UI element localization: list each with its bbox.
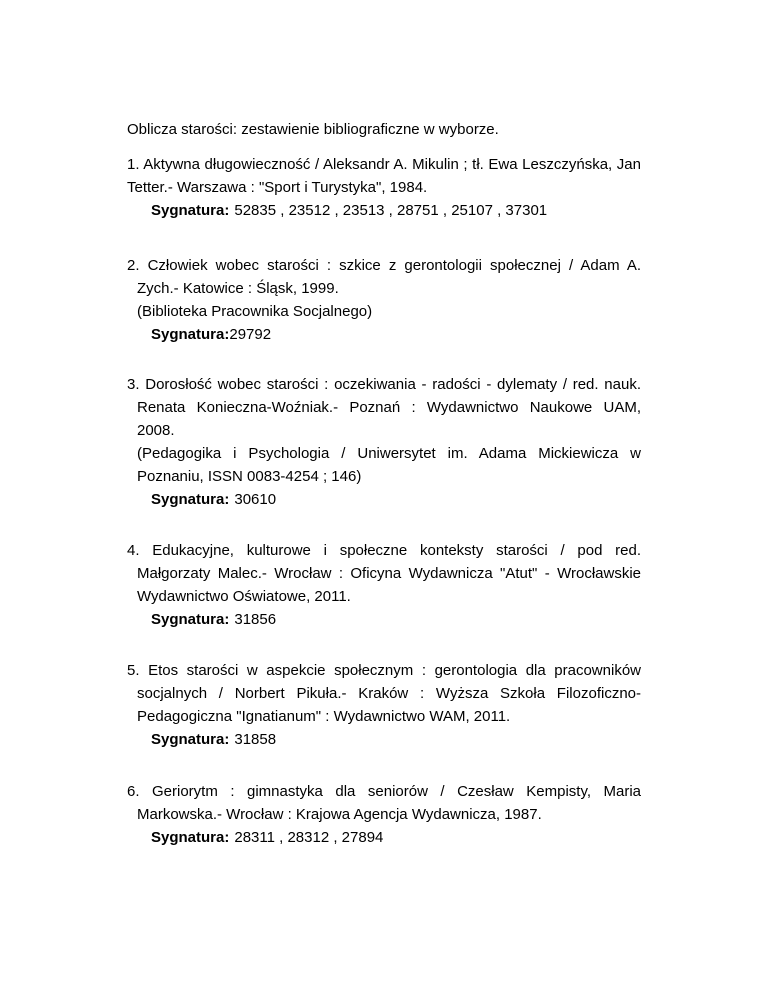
signature-line bbox=[127, 728, 641, 751]
entry-line: Zych.- Katowice : Śląsk, 1999. bbox=[137, 280, 339, 297]
entry-line: Wydawnictwo Oświatowe, 2011. bbox=[137, 588, 351, 605]
entry-line: 6. Geriorytm : gimnastyka dla seniorów / Czesław Kempisty, Maria bbox=[127, 783, 641, 800]
document-title: Oblicza starości: zestawienie bibliograficzne w wyborze. bbox=[127, 121, 499, 138]
entry-line: 2. Człowiek wobec starości : szkice z gerontologii społecznej / Adam A. bbox=[127, 257, 641, 274]
bibliography-entry-1 bbox=[127, 153, 641, 222]
signature-line bbox=[127, 826, 641, 849]
signature-value: 31858 bbox=[234, 731, 277, 748]
entry-line: Pedagogiczna "Ignatianum" : Wydawnictwo WAM, 2011. bbox=[137, 708, 511, 725]
signature-line bbox=[127, 488, 641, 511]
entry-line: Małgorzaty Malec.- Wrocław : Oficyna Wydawnicza "Atut" - Wrocławskie bbox=[137, 565, 641, 582]
entry-line: 4. Edukacyjne, kulturowe i społeczne konteksty starości / pod red. bbox=[127, 542, 641, 559]
entry-line: Renata Konieczna-Woźniak.- Poznań : Wydawnictwo Naukowe UAM, bbox=[137, 399, 641, 416]
signature-label: Sygnatura: bbox=[151, 491, 230, 508]
signature-value: 52835 , 23512 , 23513 , 28751 , 25107 , 37301 bbox=[234, 202, 548, 219]
signature-value: 30610 bbox=[234, 491, 277, 508]
signature-line bbox=[127, 608, 641, 631]
entry-line: 1. Aktywna długowieczność / Aleksandr A. Mikulin ; tł. Ewa Leszczyńska, Jan bbox=[127, 156, 641, 173]
entry-line: (Biblioteka Pracownika Socjalnego) bbox=[137, 303, 373, 320]
bibliography-entry-5 bbox=[127, 659, 641, 751]
signature-label: Sygnatura: bbox=[151, 829, 230, 846]
entry-line: (Pedagogika i Psychologia / Uniwersytet im. Adama Mickiewicza w bbox=[137, 445, 641, 462]
signature-label: Sygnatura: bbox=[151, 202, 230, 219]
signature-label: Sygnatura: bbox=[151, 611, 230, 628]
entry-line: 3. Dorosłość wobec starości : oczekiwania - radości - dylematy / red. nauk. bbox=[127, 376, 641, 393]
signature-value: 31856 bbox=[234, 611, 277, 628]
bibliography-entry-4 bbox=[127, 539, 641, 631]
entry-line: 5. Etos starości w aspekcie społecznym : gerontologia dla pracowników bbox=[127, 662, 641, 679]
signature-label: Sygnatura: bbox=[151, 731, 230, 748]
entry-line: Poznaniu, ISSN 0083-4254 ; 146) bbox=[137, 468, 362, 485]
entry-line: socjalnych / Norbert Pikuła.- Kraków : Wyższa Szkoła Filozoficzno- bbox=[137, 685, 641, 702]
signature-line bbox=[127, 199, 641, 222]
entry-line: Markowska.- Wrocław : Krajowa Agencja Wydawnicza, 1987. bbox=[137, 806, 542, 823]
bibliography-entry-6 bbox=[127, 780, 641, 849]
entry-line: 2008. bbox=[137, 422, 175, 439]
signature-label: Sygnatura: bbox=[151, 326, 230, 343]
signature-value: 29792 bbox=[229, 326, 272, 343]
entry-line: Tetter.- Warszawa : "Sport i Turystyka", 1984. bbox=[127, 179, 428, 196]
signature-line bbox=[127, 323, 641, 346]
signature-value: 28311 , 28312 , 27894 bbox=[234, 829, 384, 846]
bibliography-entry-3 bbox=[127, 373, 641, 511]
bibliography-entry-2 bbox=[127, 254, 641, 346]
